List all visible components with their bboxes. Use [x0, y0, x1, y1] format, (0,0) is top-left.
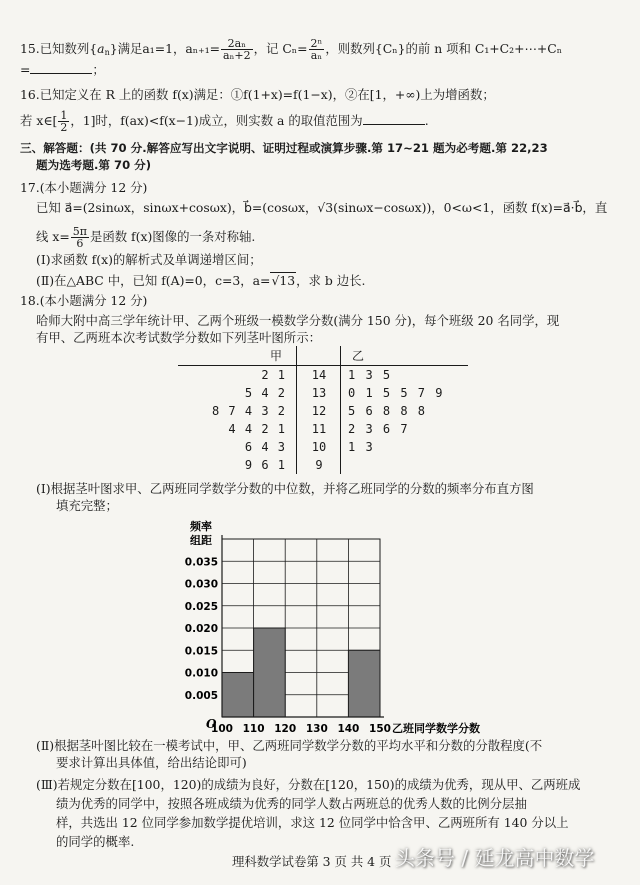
- q18-part1-line2: 填充完整；: [56, 498, 118, 513]
- y-tick-label: 0.020: [184, 623, 218, 635]
- q17-line2: 线 x= $\frac{5\pi}{6}$ 是函数 f(x)图像的一条对称轴.: [36, 225, 256, 250]
- stem-leaf-plot: [178, 346, 478, 476]
- frequency-histogram: [180, 512, 500, 737]
- x-tick-label: 130: [305, 723, 328, 735]
- q16-line2: 若 x∈[ $\frac{1}{2}$ ，1]时，f(ax)<f(x−1)成立，则实数 a 的取值范围为 .: [20, 109, 429, 134]
- stem: 14: [311, 368, 327, 382]
- q18-line1: 哈师大附中高三学年统计甲、乙两个班级一模数学分数(满分 150 分)，每个班级 20 名同学，现: [36, 313, 560, 328]
- x-axis-label: 乙班同学数学分数: [392, 722, 480, 735]
- y-tick-label: 0.025: [184, 600, 218, 613]
- leaf-left: 8 7 4 3 2: [211, 404, 286, 418]
- q18-part3-line4: 的同学的概率.: [56, 834, 135, 849]
- leaf-right: 2 3 6 7: [348, 422, 410, 436]
- q17-head: 17.(本小题满分 12 分): [20, 180, 148, 195]
- leaf-right: 1 3: [348, 440, 375, 454]
- y-tick-label: 0.015: [184, 645, 218, 658]
- q18-line2: 有甲、乙两班本次考试数学分数如下列茎叶图所示：: [36, 330, 321, 345]
- section3-line2: 题为选考题.第 70 分): [36, 158, 152, 172]
- q15-frac1: $\frac{\text{2aₙ}}{\text{aₙ+2}}$: [223, 37, 251, 62]
- q18-part1-line1: (Ⅰ)根据茎叶图求甲、乙两班同学数学分数的中位数，并将乙班同学的分数的频率分布直方图: [36, 481, 534, 496]
- q16-frac: $\frac{1}{2}$: [60, 109, 68, 134]
- x-tick-label: 100: [211, 723, 233, 735]
- q18-part2-line1: (Ⅱ)根据茎叶图比较在一模考试中，甲、乙两班同学数学分数的平均水平和分数的分散程度(不: [36, 738, 543, 753]
- q15-frac2: $\frac{\text{2ⁿ}}{\text{aₙ}}$: [310, 37, 323, 62]
- q16-line1: 16.已知定义在 R 上的函数 f(x)满足：①f(1+x)=f(1−x)，②在[1，+∞)上为增函数；: [20, 87, 495, 102]
- page-footer: 理科数学试卷第 3 页 共 4 页: [232, 854, 392, 869]
- x-tick-label: 110: [242, 723, 265, 735]
- q15-line2: = ；: [20, 62, 105, 77]
- header-jia: 甲: [270, 349, 283, 363]
- q15-line1: 15.已知数列{an}满足a₁=1，aₙ₊₁= $\frac{\text{2aₙ}}{\text{aₙ+2}}$ ，记 Cₙ= $\frac{\text{2ⁿ}}{\text{aₙ}}$ ，则数列{Cₙ}的前 n 项和 C₁+C₂+⋯+Cₙ: [20, 37, 563, 62]
- section3-line1: 三、解答题：(共 70 分.解答应写出文字说明、证明过程或演算步骤.第 17~21 题为必考题.第 22,23: [20, 141, 548, 155]
- leaf-left: 6 4 3: [244, 440, 286, 454]
- answer-blank[interactable]: [363, 113, 425, 125]
- x-tick-label: 140: [337, 723, 360, 735]
- leaf-right: 0 1 5 5 7 9: [348, 386, 444, 400]
- leaf-left: 5 4 2: [244, 386, 286, 400]
- q18-part2-line2: 要求计算出具体值，给出结论即可): [56, 755, 247, 770]
- q17-line1: 已知 a⃗=(2sinωx，sinωx+cosωx)，b⃗=(cosωx，√3(sinωx−cosωx))，0<ω<1，函数 f(x)=a⃗·b⃗，直: [36, 200, 608, 215]
- stem: 10: [311, 440, 327, 454]
- stem: 9: [315, 458, 323, 472]
- leaf-right: 5 6 8 8 8: [348, 404, 427, 418]
- header-yi: 乙: [352, 349, 365, 363]
- y-tick-label: 0.030: [184, 578, 218, 591]
- histogram-svg: [180, 512, 500, 737]
- stem: 12: [311, 404, 327, 418]
- divider-right: [340, 346, 341, 474]
- histogram-bar: [348, 650, 380, 717]
- leaf-left: 9 6 1: [244, 458, 286, 472]
- x-tick-label: 150: [369, 723, 391, 735]
- x-tick-label: 120: [274, 723, 297, 735]
- ylabel-top: 频率: [190, 520, 212, 533]
- watermark: 头条号 / 延龙高中数学: [395, 846, 595, 870]
- q17-part2: (Ⅱ)在△ABC 中，已知 f(A)=0，c=3，a=√13，求 b 边长.: [36, 273, 366, 288]
- leaf-right: 1 3 5: [348, 368, 392, 382]
- ylabel-bottom: 组距: [190, 534, 212, 547]
- q18-part3-line2: 绩为优秀的同学中，按照各班成绩为优秀的同学人数占两班总的优秀人数的比例分层抽: [56, 796, 527, 811]
- histogram-bar: [222, 673, 254, 718]
- leaf-left: 4 4 2 1: [228, 422, 286, 436]
- histogram-bar: [254, 628, 286, 717]
- q18-part3-line3: 样，共选出 12 位同学参加数学提优培训，求这 12 位同学中恰含甲、乙两班所有 140 分以上: [56, 815, 569, 830]
- y-tick-label: 0.010: [184, 667, 218, 680]
- y-tick-label: 0.035: [184, 556, 218, 569]
- q17-frac: $\frac{5\pi}{6}$: [72, 225, 87, 250]
- divider-left: [296, 346, 297, 474]
- origin-label: O: [206, 717, 217, 731]
- y-tick-label: 0.005: [184, 689, 218, 702]
- answer-blank[interactable]: [30, 62, 92, 74]
- q18-head: 18.(本小题满分 12 分): [20, 293, 148, 308]
- q18-part3-line1: (Ⅲ)若规定分数在[100，120)的成绩为良好，分数在[120，150)的成绩为优秀，现从甲、乙两班成: [36, 777, 581, 792]
- stem: 11: [311, 422, 327, 436]
- leaf-left: 2 1: [261, 368, 286, 382]
- stem: 13: [311, 386, 327, 400]
- q17-part1: (Ⅰ)求函数 f(x)的解析式及单调递增区间；: [36, 252, 262, 267]
